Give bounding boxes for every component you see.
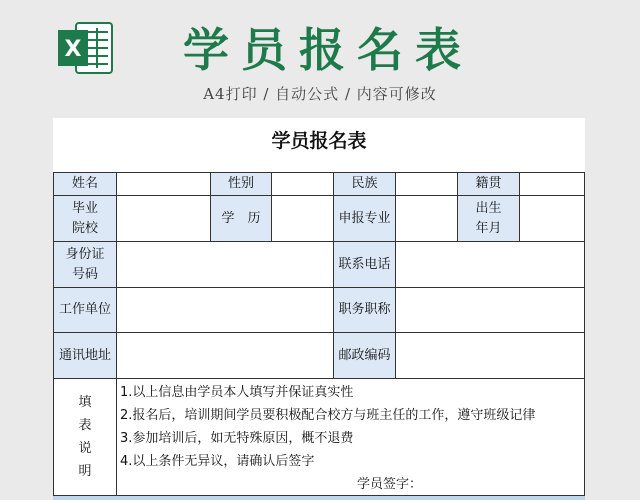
ethnicity-label: 民族 [333, 172, 396, 196]
school-field[interactable] [116, 195, 211, 242]
native-place-label: 籍贯 [457, 172, 520, 196]
address-field[interactable] [116, 332, 334, 379]
note-line: 1.以上信息由学员本人填写并保证真实性 [120, 385, 354, 400]
page-title: 学员报名表 [183, 23, 473, 77]
phone-field[interactable] [395, 241, 585, 288]
page-header [0, 0, 640, 118]
postcode-field[interactable] [395, 332, 585, 379]
education-field[interactable] [271, 195, 334, 242]
sheet-title: 学员报名表 [271, 130, 367, 152]
note-line: 2.报名后，培训期间学员要积极配合校方与班主任的工作，遵守班级记律 [120, 408, 536, 423]
notes-label: 填 表 说 明 [53, 378, 117, 496]
ethnicity-field[interactable] [395, 172, 458, 196]
id-number-field[interactable] [116, 241, 334, 288]
notes-box [116, 378, 585, 496]
svg-text:X: X [64, 37, 82, 62]
address-label: 通讯地址 [53, 332, 117, 379]
note-line: 3.参加培训后，如无特殊原因，概不退费 [120, 431, 354, 446]
name-field[interactable] [116, 172, 211, 196]
excel-icon [56, 20, 114, 76]
birth-label: 出生 年月 [457, 195, 520, 242]
postcode-label: 邮政编码 [333, 332, 396, 379]
form-sheet [53, 118, 585, 500]
phone-label: 联系电话 [333, 241, 396, 288]
gender-field[interactable] [271, 172, 334, 196]
page-subtitle: A4打印 / 自动公式 / 内容可修改 [203, 85, 437, 103]
id-number-label: 身份证 号码 [53, 241, 117, 288]
employer-field[interactable] [116, 287, 334, 333]
position-label: 职务职称 [333, 287, 396, 333]
name-label: 姓名 [53, 172, 117, 196]
school-label: 毕业 院校 [53, 195, 117, 242]
major-field[interactable] [395, 195, 458, 242]
native-place-field[interactable] [519, 172, 585, 196]
position-field[interactable] [395, 287, 585, 333]
major-label: 申报专业 [333, 195, 396, 242]
education-label: 学 历 [210, 195, 272, 242]
signature-label: 学员签字： [357, 477, 423, 492]
employer-label: 工作单位 [53, 287, 117, 333]
birth-field[interactable] [519, 195, 585, 242]
sheet-bottom-band [53, 496, 585, 500]
gender-label: 性别 [210, 172, 272, 196]
note-line: 4.以上条件无异议，请确认后签字 [120, 454, 315, 469]
